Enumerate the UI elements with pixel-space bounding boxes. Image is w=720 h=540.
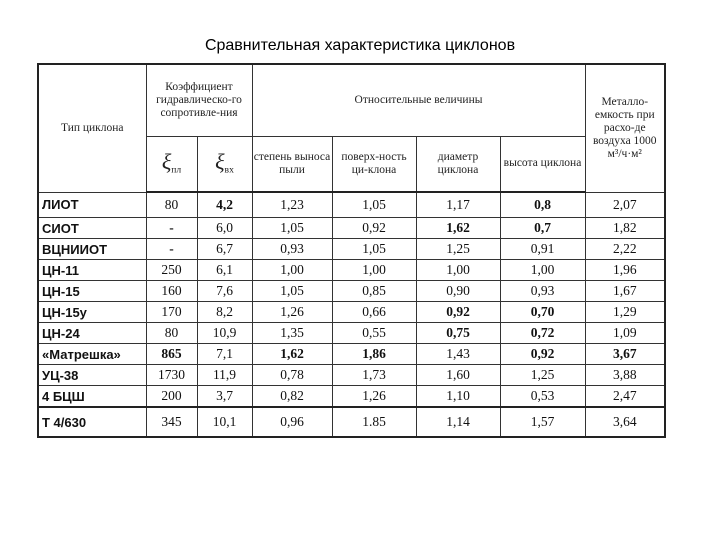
cell: 8,2 — [197, 302, 252, 323]
header-type: Тип циклона — [38, 64, 146, 192]
header-relative-values: Относительные величины — [252, 64, 585, 136]
cell: 200 — [146, 386, 197, 408]
cyclone-comparison-table — [37, 63, 666, 438]
cell-type: ЦН-15 — [38, 281, 146, 302]
header-surface: поверх-ность ци-клона — [332, 136, 416, 192]
cell: 0,82 — [252, 386, 332, 408]
cell: 1,25 — [500, 365, 585, 386]
cell: - — [146, 239, 197, 260]
header-coef-vx: $\xi_{вх}$ — [197, 136, 252, 192]
header-metal-intensity: Металло-емкость при расхо-де воздуха 1000 м³/ч·м² — [585, 64, 665, 192]
cell-type: 4 БЦШ — [38, 386, 146, 408]
cell: 0,96 — [252, 407, 332, 437]
cell: 0,92 — [500, 344, 585, 365]
cell: 3,64 — [585, 407, 665, 437]
cell: 1,43 — [416, 344, 500, 365]
table-row — [38, 344, 665, 365]
cell: 1,73 — [332, 365, 416, 386]
cell: 345 — [146, 407, 197, 437]
cell: 10,9 — [197, 323, 252, 344]
cell: 1,00 — [332, 260, 416, 281]
table-row — [38, 218, 665, 239]
cell: - — [146, 218, 197, 239]
cell-type: ЦН-15у — [38, 302, 146, 323]
cell: 1,05 — [252, 218, 332, 239]
table-row — [38, 239, 665, 260]
cell: 0,72 — [500, 323, 585, 344]
cell: 1,10 — [416, 386, 500, 408]
cell: 865 — [146, 344, 197, 365]
cell: 3,88 — [585, 365, 665, 386]
cell: 1.85 — [332, 407, 416, 437]
cell: 0,55 — [332, 323, 416, 344]
header-height: высота циклона — [500, 136, 585, 192]
cell: 1,62 — [416, 218, 500, 239]
cell: 1,17 — [416, 192, 500, 218]
page-title: Сравнительная характеристика циклонов — [204, 37, 516, 54]
cell: 0,66 — [332, 302, 416, 323]
cell: 1,62 — [252, 344, 332, 365]
table-row — [38, 323, 665, 344]
cell: 0,93 — [500, 281, 585, 302]
cell: 1,05 — [252, 281, 332, 302]
cell: 250 — [146, 260, 197, 281]
cell: 2,47 — [585, 386, 665, 408]
cell: 1,96 — [585, 260, 665, 281]
cell: 0,53 — [500, 386, 585, 408]
table-row — [38, 302, 665, 323]
header-coef-pl: $\xi_{пл}$ — [146, 136, 197, 192]
cell-type: Т 4/630 — [38, 407, 146, 437]
cell: 0,70 — [500, 302, 585, 323]
cell: 1,23 — [252, 192, 332, 218]
header-coefficient: Коэффициент гидравлическо-го сопротивле-ния — [146, 64, 252, 136]
cell-type: ЛИОТ — [38, 192, 146, 218]
cell: 80 — [146, 192, 197, 218]
cell: 1,82 — [585, 218, 665, 239]
cell: 1,00 — [252, 260, 332, 281]
table-row — [38, 407, 665, 437]
cell: 1,00 — [416, 260, 500, 281]
cell: 6,7 — [197, 239, 252, 260]
cell: 0,92 — [332, 218, 416, 239]
cell: 6,0 — [197, 218, 252, 239]
cell: 1,05 — [332, 192, 416, 218]
cell: 1,00 — [500, 260, 585, 281]
cell: 0,7 — [500, 218, 585, 239]
cell: 160 — [146, 281, 197, 302]
cell: 1,25 — [416, 239, 500, 260]
cell-type: ВЦНИИОТ — [38, 239, 146, 260]
cell: 0,90 — [416, 281, 500, 302]
cell: 2,07 — [585, 192, 665, 218]
cell: 3,67 — [585, 344, 665, 365]
cell: 1,14 — [416, 407, 500, 437]
cell: 7,1 — [197, 344, 252, 365]
cell: 0,91 — [500, 239, 585, 260]
cell: 1,35 — [252, 323, 332, 344]
cell: 11,9 — [197, 365, 252, 386]
table-row — [38, 192, 665, 218]
cell: 0,92 — [416, 302, 500, 323]
cell: 1,05 — [332, 239, 416, 260]
table-row — [38, 365, 665, 386]
cell: 0,85 — [332, 281, 416, 302]
cell: 1,57 — [500, 407, 585, 437]
cell-type: ЦН-11 — [38, 260, 146, 281]
cell-type: СИОТ — [38, 218, 146, 239]
cell: 1,60 — [416, 365, 500, 386]
table-row — [38, 281, 665, 302]
cell: 1,29 — [585, 302, 665, 323]
cell: 1,26 — [332, 386, 416, 408]
cell: 0,75 — [416, 323, 500, 344]
table-row — [38, 260, 665, 281]
cell: 10,1 — [197, 407, 252, 437]
cell: 1730 — [146, 365, 197, 386]
cell: 1,26 — [252, 302, 332, 323]
cell: 0,93 — [252, 239, 332, 260]
cell: 1,09 — [585, 323, 665, 344]
cell-type: «Матрешка» — [38, 344, 146, 365]
cell: 0,8 — [500, 192, 585, 218]
cell: 3,7 — [197, 386, 252, 408]
cell-type: УЦ-38 — [38, 365, 146, 386]
cell: 1,67 — [585, 281, 665, 302]
header-diameter: диаметр циклона — [416, 136, 500, 192]
cell: 170 — [146, 302, 197, 323]
cell: 1,86 — [332, 344, 416, 365]
cell: 7,6 — [197, 281, 252, 302]
cell: 6,1 — [197, 260, 252, 281]
cell-type: ЦН-24 — [38, 323, 146, 344]
cell: 4,2 — [197, 192, 252, 218]
header-dust-removal: степень выноса пыли — [252, 136, 332, 192]
cell: 0,78 — [252, 365, 332, 386]
cell: 2,22 — [585, 239, 665, 260]
table-row — [38, 386, 665, 408]
cell: 80 — [146, 323, 197, 344]
